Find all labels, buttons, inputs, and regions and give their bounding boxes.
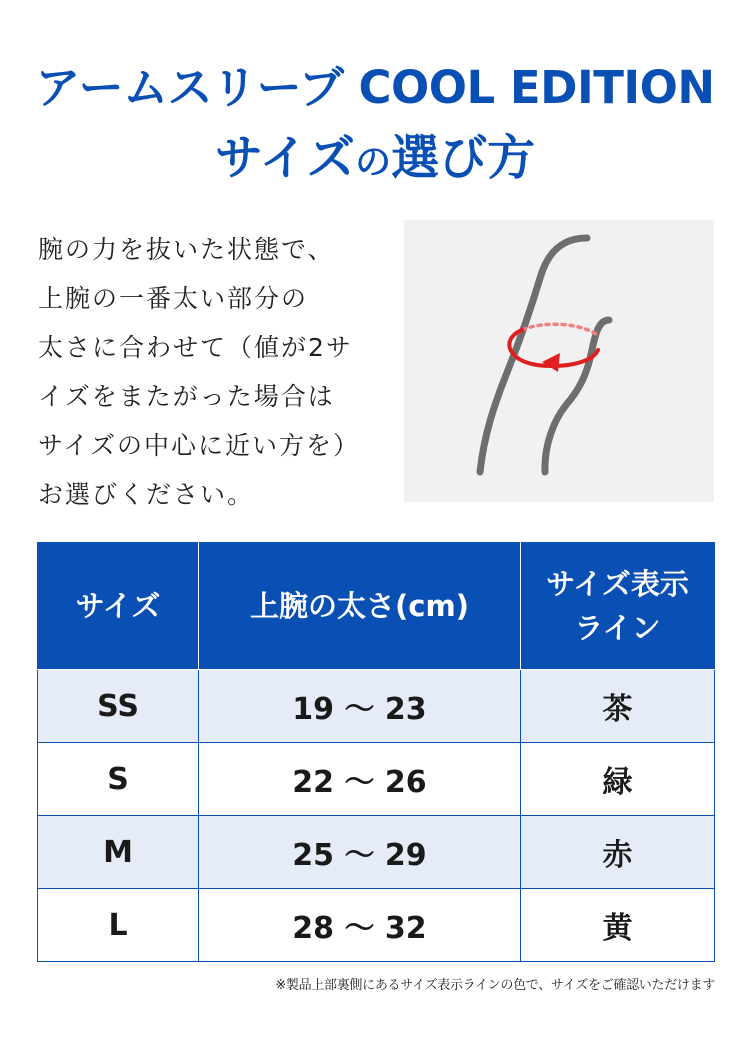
cell-line-color: 赤 [521, 816, 715, 889]
header-girth: 上腕の太さ(cm) [199, 543, 521, 670]
footnote: ※製品上部裏側にあるサイズ表示ラインの色で、サイズをご確認いただけます [275, 978, 715, 993]
subtitle-part-size: サイズ [214, 130, 356, 186]
cell-size: SS [38, 670, 199, 743]
cell-girth: 28 ～ 32 [199, 889, 521, 962]
instruction-line: イズをまたがった場合は [38, 382, 335, 411]
subtitle-part-no: の [355, 142, 392, 183]
cell-girth: 25 ～ 29 [199, 816, 521, 889]
size-chart-table [37, 542, 715, 962]
cell-girth: 19 ～ 23 [199, 670, 521, 743]
arm-measurement-icon [404, 220, 714, 502]
table-row [38, 670, 715, 743]
arm-outline-left [480, 238, 587, 472]
header-size: サイズ [38, 543, 199, 670]
cell-size: L [38, 889, 199, 962]
header-size-line [521, 543, 715, 670]
header-size-line-2: ライン [574, 611, 661, 645]
cell-line-color: 茶 [521, 670, 715, 743]
instruction-line: 腕の力を抜いた状態で、 [38, 235, 335, 264]
table-row [38, 816, 715, 889]
instruction-line: サイズの中心に近い方を） [38, 431, 361, 460]
arm-diagram [404, 220, 714, 502]
cell-size: M [38, 816, 199, 889]
arm-outline-right [545, 320, 609, 472]
cell-size: S [38, 743, 199, 816]
cell-girth: 22 ～ 26 [199, 743, 521, 816]
page-title: アームスリーブ COOL EDITION [35, 61, 715, 114]
header-size-line-1: サイズ表示 [546, 567, 689, 601]
cell-line-color: 黄 [521, 889, 715, 962]
subtitle-part-howto: 選び方 [391, 130, 536, 186]
measurement-instructions [38, 225, 388, 519]
tape-arrow-icon [542, 353, 560, 372]
page-subtitle [0, 126, 750, 195]
instruction-line: お選びください。 [38, 480, 255, 509]
instruction-line: 太さに合わせて（値が2サ [38, 333, 353, 362]
table-row [38, 743, 715, 816]
cell-line-color: 緑 [521, 743, 715, 816]
instruction-line: 上腕の一番太い部分の [38, 284, 309, 313]
table-row [38, 889, 715, 962]
table-header-row [38, 543, 715, 670]
